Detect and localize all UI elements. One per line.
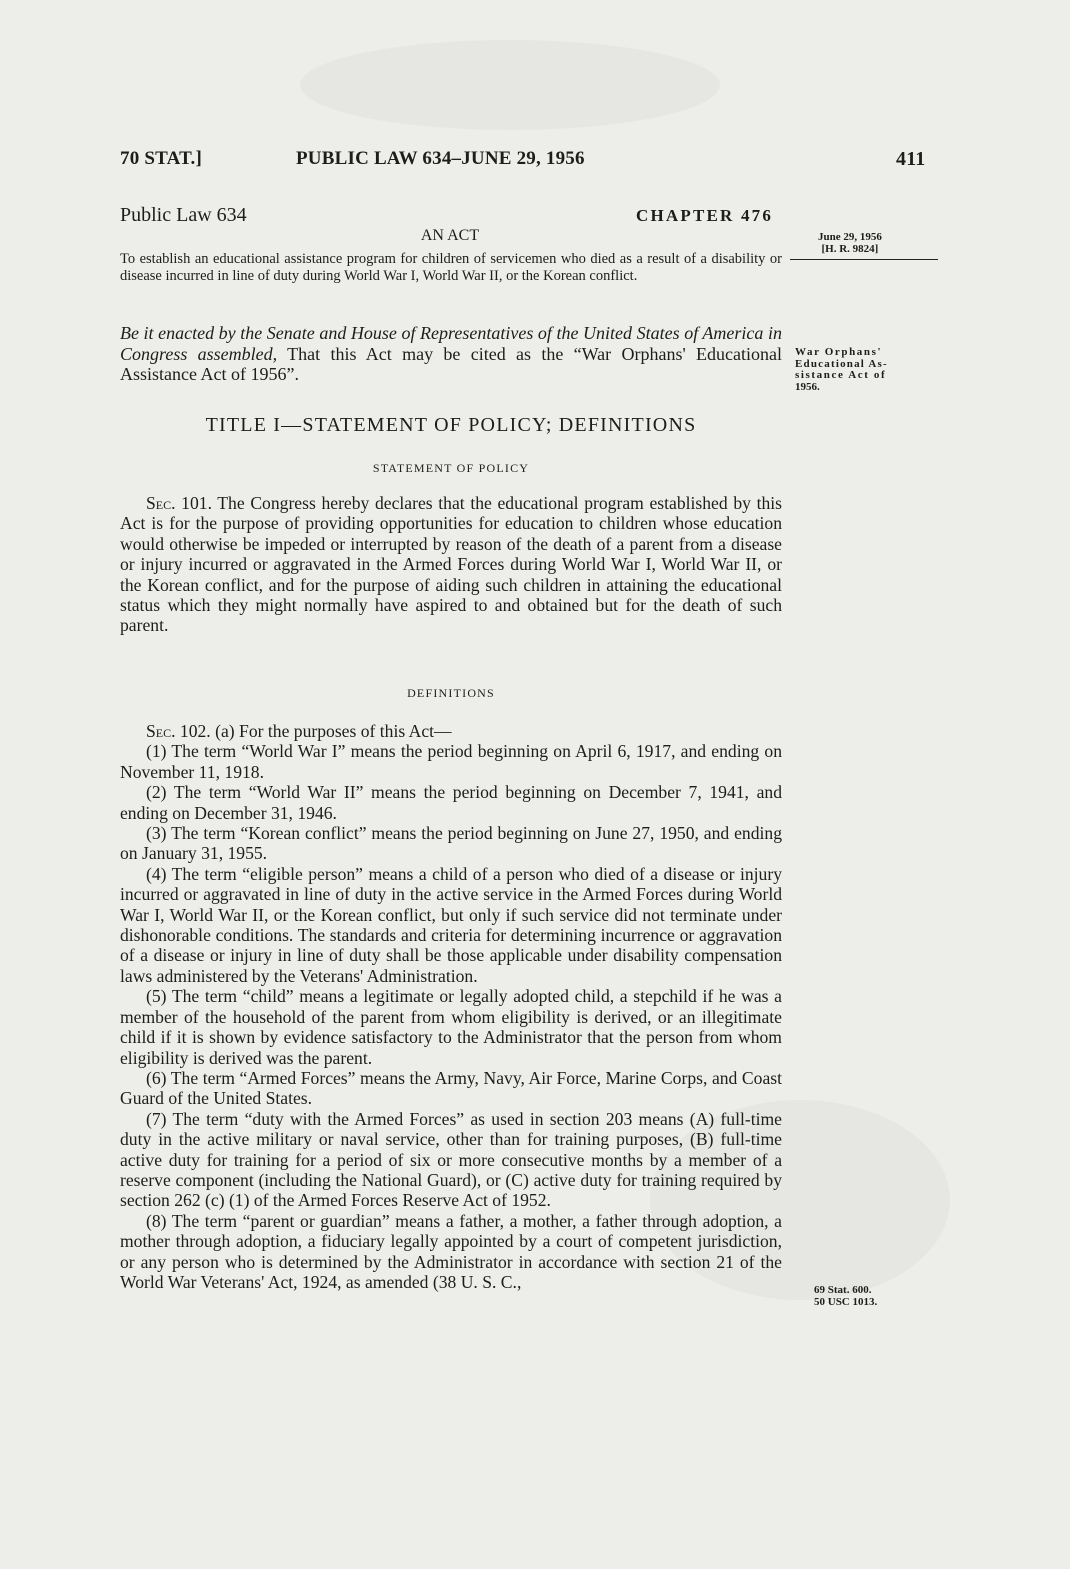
section-label: Sec. 101. (146, 493, 212, 513)
definition-armed-forces: (6) The term “Armed Forces” means the Army, Navy, Air Force, Marine Corps, and Coast Guard of the United States. (120, 1067, 782, 1109)
stat-reference: 69 Stat. 600. (814, 1284, 872, 1296)
page-number: 411 (896, 148, 926, 170)
act-heading: AN ACT (420, 227, 480, 244)
paper-stain (300, 40, 720, 130)
enacting-clause (120, 323, 782, 385)
definition-child: (5) The term “child” means a legitimate or legally adopted child, a stepchild if he was a member of the household of the parent from whom eligibility is derived, or an illegitimate child if it is shown by evidence satisfactory to the Administrator that the person from whom eligibility is derived was the parent. (120, 986, 782, 1068)
definition-world-war-1: (1) The term “World War I” means the period beginning on April 6, 1917, and ending on November 11, 1918. (120, 741, 782, 782)
chapter-number: CHAPTER 476 (636, 206, 774, 225)
title-heading: TITLE I—STATEMENT OF POLICY; DEFINITIONS (205, 414, 697, 436)
margin-note-statute-ref (814, 1285, 877, 1308)
enacting-clause-text: That this Act may be cited as the “War Orphans' Educational Assistance Act of 1956”. (120, 343, 782, 384)
section-101 (120, 493, 782, 636)
margin-rule (790, 259, 938, 260)
stat-volume: 70 STAT.] (120, 148, 203, 169)
margin-note-line: Educational As- (795, 357, 888, 370)
section-102-intro (120, 721, 782, 741)
act-purpose: To establish an educational assistance program for children of servicemen who died as a result of a disability or disease incurred in line of duty during World War I, World War II, or the Korean conflict. (120, 251, 782, 284)
definition-parent-or-guardian: (8) The term “parent or guardian” means a father, a mother, a father through adoption, a mother through adoption, a fiduciary legally appointed by a court of competent jurisdiction, or any person who is determined by the Administrator in accordance with section 21 of the World War Veterans' Act, 1924, as amended (38 U. S. C., (120, 1210, 782, 1292)
margin-note-short-title (795, 347, 945, 393)
enactment-date: June 29, 1956 (818, 231, 882, 243)
section-label: Sec. 102. (146, 721, 211, 741)
margin-note-line: War Orphans' (795, 346, 883, 358)
section-text: The Congress hereby declares that the educational program established by this Act is for the purpose of providing opportunities for education to children whose education would otherwise be impeded or interrupted by reason of the death of a parent from a disease or injury incurred or aggravated in the Armed Forces during World War I, World War II, or the Korean conflict, and for the purpose of aiding such children in attaining the educational status which they might normally have aspired to and obtained but for the death of such parent. (120, 493, 782, 636)
definition-world-war-2: (2) The term “World War II” means the period beginning on December 7, 1941, and ending on December 31, 1946. (120, 782, 782, 823)
section-102 (120, 721, 782, 1292)
bill-number: [H. R. 9824] (821, 242, 879, 255)
definitions-heading: DEFINITIONS (407, 686, 495, 700)
definition-eligible-person: (4) The term “eligible person” means a child of a person who died of a disease or injury incurred or aggravated in line of duty in the active service in the Armed Forces during World War I, World War II, or the Korean conflict, but only if such service did not terminate under dishonorable conditions. The standards and criteria for determining incurrence or aggravation of a disease or injury in line of duty shall be those applicable under disability compensation laws administered by the Veterans' Administration. (120, 863, 782, 986)
definition-duty-with-armed-forces: (7) The term “duty with the Armed Forces” as used in section 203 means (A) full-time duty in the active military or naval service, other than for training purposes, (B) full-time active duty for training for a period of six or more consecutive months by a member of a reserve component (including the National Guard), or (C) active duty for training required by section 262 (c) (1) of the Armed Forces Reserve Act of 1952. (120, 1108, 782, 1211)
definition-korean-conflict: (3) The term “Korean conflict” means the period beginning on June 27, 1950, and ending on January 31, 1955. (120, 823, 782, 864)
margin-note-line: sistance Act of (795, 369, 887, 381)
statement-of-policy-heading: STATEMENT OF POLICY (372, 461, 530, 475)
public-law-number: Public Law 634 (120, 204, 247, 226)
margin-note-date (818, 232, 882, 255)
usc-reference: 50 USC 1013. (814, 1295, 878, 1308)
section-text: (a) For the purposes of this Act— (210, 721, 452, 741)
margin-note-line: 1956. (795, 380, 820, 393)
running-head: PUBLIC LAW 634–JUNE 29, 1956 (296, 148, 585, 169)
enacting-clause-italic: Be it enacted by the Senate and House of Representatives of the United States of America in Congress assembled, (120, 323, 782, 364)
